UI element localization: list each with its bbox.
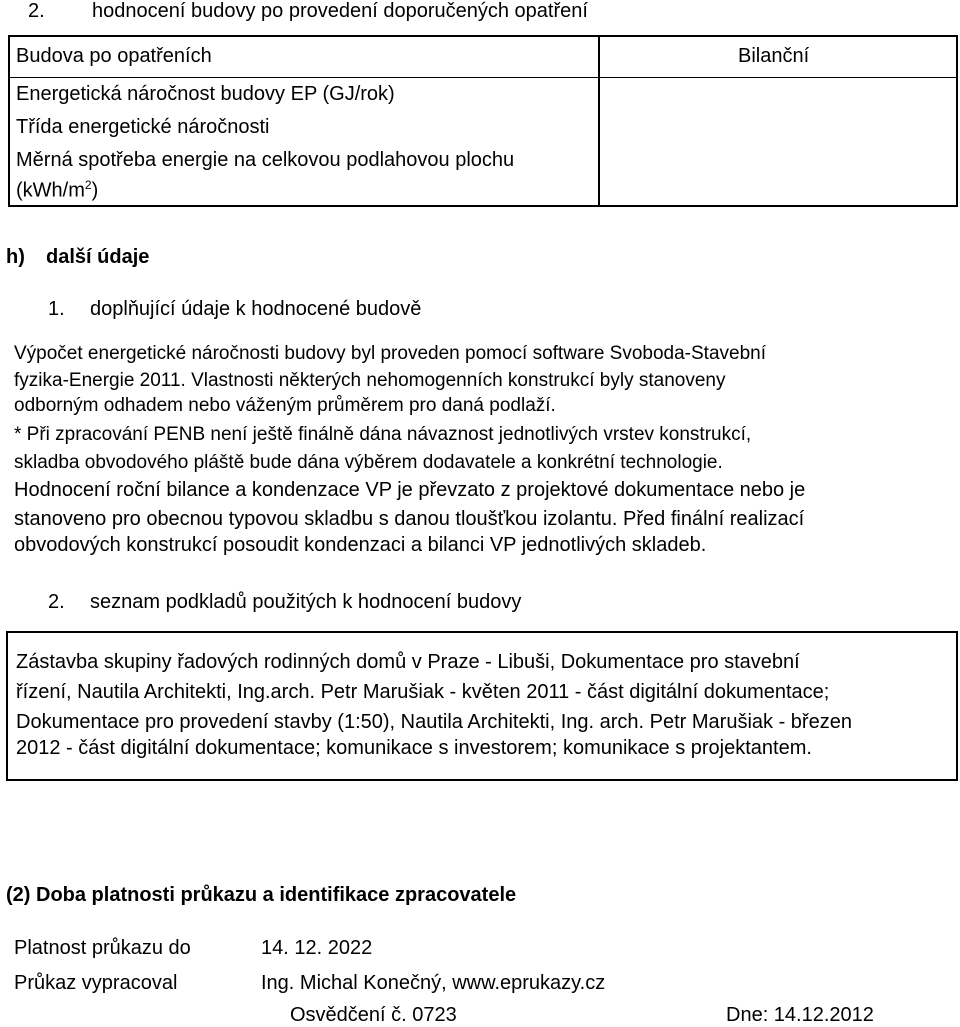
table-row-class: Třída energetické náročnosti (16, 116, 270, 138)
paragraph-line: odborným odhadem nebo váženým průměrem pro daná podlaží. (14, 395, 556, 416)
table-row-unit (16, 178, 98, 203)
subsection-title: seznam podkladů použitých k hodnocení budovy (90, 591, 522, 613)
unit-superscript: 2 (84, 178, 92, 192)
subsection-title: doplňující údaje k hodnocené budově (90, 298, 422, 320)
unit-suffix: ) (91, 179, 99, 202)
paragraph-line: obvodových konstrukcí posoudit kondenzaci a bilanci VP jednotlivých skladeb. (14, 534, 707, 556)
unit-prefix: (kWh/m (16, 179, 85, 202)
paragraph-line: fyzika-Energie 2011. Vlastnosti některých nehomogenních konstrukcí byly stanoveny (14, 370, 726, 391)
sources-line: Dokumentace pro provedení stavby (1:50), Nautila Architekti, Ing. arch. Petr Marušiak - březen (16, 711, 852, 733)
validity-value: 14. 12. 2022 (261, 937, 373, 959)
building-after-measures-table (8, 35, 958, 207)
paragraph-line: stanoveno pro obecnou typovou skladbu s danou tloušťkou izolantu. Před finální realizací (14, 508, 805, 530)
validity-label: Platnost průkazu do (14, 937, 191, 959)
sources-box (6, 631, 958, 781)
table-header-left: Budova po opatřeních (16, 45, 212, 67)
section-title: další údaje (46, 246, 150, 268)
issue-date: Dne: 14.12.2012 (726, 1004, 874, 1026)
section-number: 2. (28, 0, 45, 22)
certificate-number: Osvědčení č. 0723 (290, 1004, 457, 1026)
sources-line: řízení, Nautila Architekti, Ing.arch. Petr Marušiak - květen 2011 - část digitální dokumentace; (16, 681, 830, 703)
sources-line: Zástavba skupiny řadových rodinných domů v Praze - Libuši, Dokumentace pro stavební (16, 651, 800, 673)
subsection-number: 2. (48, 591, 65, 613)
table-row-ep: Energetická náročnost budovy EP (GJ/rok) (16, 83, 395, 105)
sources-line: 2012 - část digitální dokumentace; komunikace s investorem; komunikace s projektantem. (16, 737, 812, 759)
paragraph-line: * Při zpracování PENB není ještě finálně dána návaznost jednotlivých vrstev konstrukcí, (14, 424, 752, 445)
paragraph-line: skladba obvodového pláště bude dána výběrem dodavatele a konkrétní technologie. (14, 452, 723, 473)
subsection-heading-1 (48, 298, 421, 321)
paragraph-line: Hodnocení roční bilance a kondenzace VP je převzato z projektové dokumentace nebo je (14, 479, 806, 501)
section-heading-2 (28, 0, 588, 23)
section-letter: h) (6, 246, 25, 268)
table-row-specific-consumption: Měrná spotřeba energie na celkovou podlahovou plochu (16, 149, 515, 171)
paragraph-line: Výpočet energetické náročnosti budovy byl proveden pomocí software Svoboda-Stavební (14, 343, 767, 364)
validity-section-heading: (2) Doba platnosti průkazu a identifikace zpracovatele (6, 884, 517, 906)
section-title: hodnocení budovy po provedení doporučených opatření (92, 0, 588, 22)
table-header-right: Bilanční (738, 45, 810, 67)
prepared-by-value: Ing. Michal Konečný, www.eprukazy.cz (261, 972, 606, 994)
subsection-number: 1. (48, 298, 65, 320)
subsection-heading-2 (48, 591, 521, 614)
table-header-divider (10, 77, 956, 78)
table-column-divider (598, 37, 600, 205)
prepared-by-label: Průkaz vypracoval (14, 972, 178, 994)
section-heading-h (6, 246, 149, 269)
